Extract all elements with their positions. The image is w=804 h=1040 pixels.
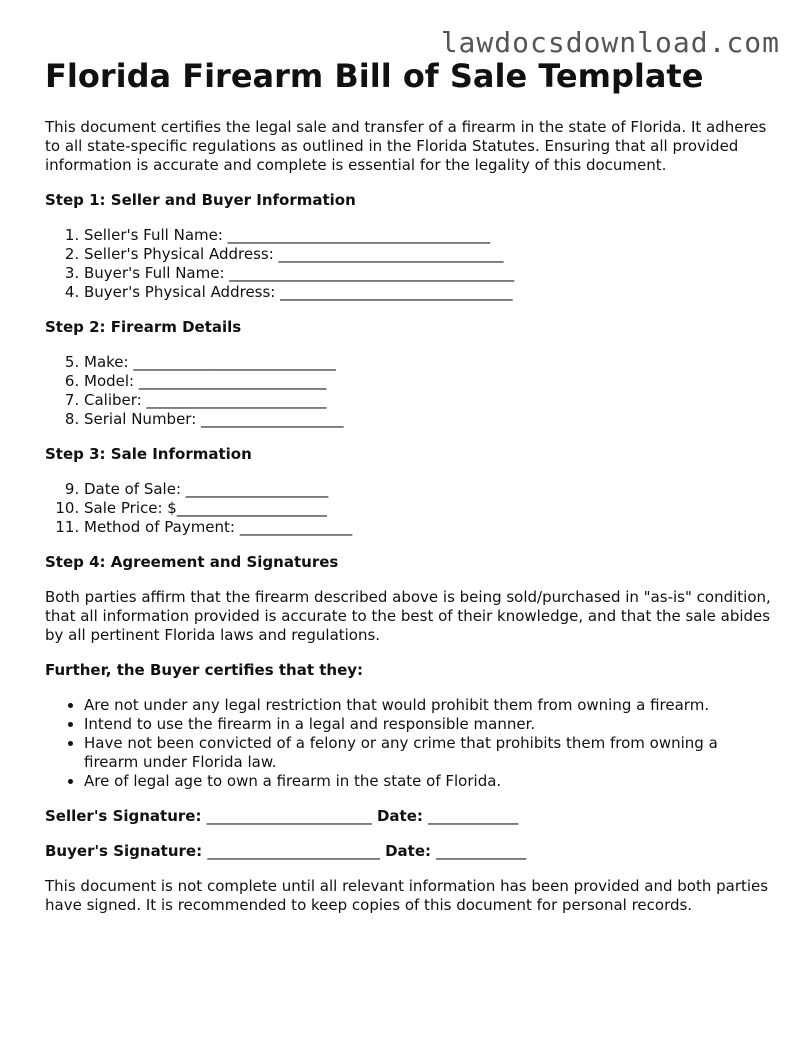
list-item: • Intend to use the firearm in a legal and responsible manner. (84, 715, 775, 734)
footer-paragraph: This document is not complete until all relevant information has been provided and both parties have signed. It is recommended to keep copies of this document for personal records. (45, 877, 769, 914)
step4-heading: Step 4: Agreement and Signatures (45, 553, 339, 571)
watermark: lawdocsdownload.com (440, 26, 780, 59)
document-body (45, 56, 775, 915)
buyer-date-blank: ____________ (436, 842, 527, 860)
step2-list (45, 353, 775, 429)
step2-heading: Step 2: Firearm Details (45, 318, 242, 336)
list-item: • Are not under any legal restriction that would prohibit them from owning a firearm. (84, 696, 775, 715)
list-item: 3. Buyer's Full Name: ______________________________________ (84, 264, 775, 283)
document-title: Florida Firearm Bill of Sale Template (45, 57, 704, 95)
buyer-signature-label: Buyer's Signature: (45, 842, 203, 860)
list-item: 6. Model: _________________________ (84, 372, 775, 391)
list-item: 4. Buyer's Physical Address: _______________________________ (84, 283, 775, 302)
seller-date-label: Date: (376, 807, 423, 825)
certifies-list (45, 696, 775, 791)
list-item: 10. Sale Price: $____________________ (84, 499, 775, 518)
list-item: • Are of legal age to own a firearm in the state of Florida. (84, 772, 775, 791)
seller-signature-line (45, 807, 775, 826)
step3-heading: Step 3: Sale Information (45, 445, 252, 463)
buyer-signature-blank: _______________________ (207, 842, 380, 860)
certifies-heading: Further, the Buyer certifies that they: (45, 661, 364, 679)
list-item: 11. Method of Payment: _______________ (84, 518, 775, 537)
seller-signature-blank: ______________________ (206, 807, 372, 825)
list-item: 2. Seller's Physical Address: ______________________________ (84, 245, 775, 264)
list-item: 9. Date of Sale: ___________________ (84, 480, 775, 499)
list-item: • Have not been convicted of a felony or any crime that prohibits them from owning a firearm under Florida law. (84, 734, 775, 772)
seller-date-blank: ____________ (428, 807, 519, 825)
list-item: 1. Seller's Full Name: ___________________________________ (84, 226, 775, 245)
step2-section (45, 318, 775, 429)
step1-section (45, 191, 775, 302)
step1-list (45, 226, 775, 302)
buyer-signature-line (45, 842, 775, 861)
step1-heading: Step 1: Seller and Buyer Information (45, 191, 356, 209)
step4-section (45, 553, 775, 645)
buyer-date-label: Date: (385, 842, 431, 860)
list-item: 8. Serial Number: ___________________ (84, 410, 775, 429)
list-item: 5. Make: ___________________________ (84, 353, 775, 372)
seller-signature-label: Seller's Signature: (45, 807, 202, 825)
step3-list (45, 480, 775, 537)
intro-paragraph: This document certifies the legal sale and transfer of a firearm in the state of Florida. It adheres to all state-specific regulations as outlined in the Florida Statutes. Ensuring that all provided information is accurate and complete is essential for the legality of this document. (45, 118, 767, 174)
list-item: 7. Caliber: ________________________ (84, 391, 775, 410)
certifies-section (45, 661, 775, 791)
agreement-paragraph: Both parties affirm that the firearm described above is being sold/purchased in "as-is" condition, that all information provided is accurate to the best of their knowledge, and that the sale abides by all pertinent Florida laws and regulations. (45, 588, 771, 644)
step3-section (45, 445, 775, 537)
